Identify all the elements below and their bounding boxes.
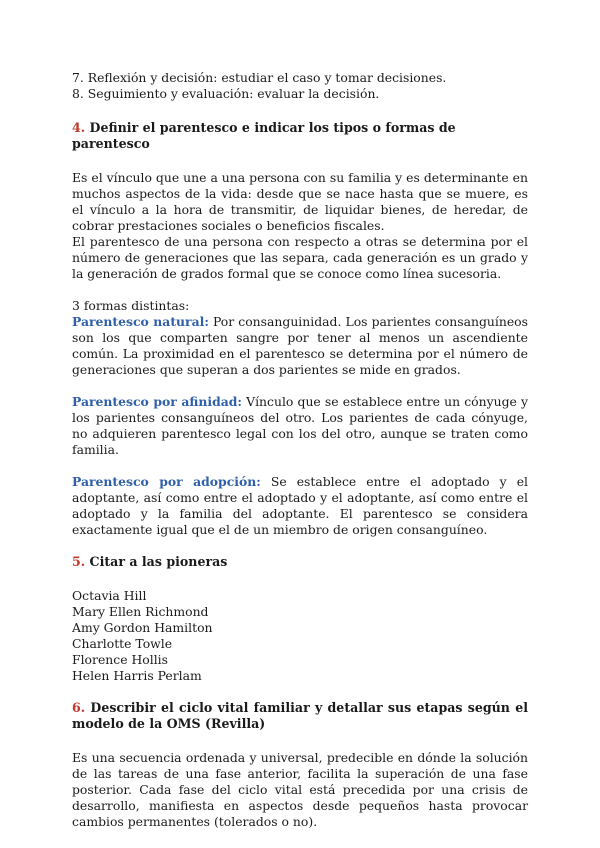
section-4-paragraph-1: Es el vínculo que une a una persona con su familia y es determinante en muchos aspectos de la vida: desde que se nace hasta que se muere, es el vínculo a la hora de transmitir, de liquidar bienes, de heredar, de cobrar prestaciones sociales o beneficios fiscales. [72, 170, 528, 233]
section-5-number: 5. [72, 554, 86, 569]
parentesco-adopcion-term: Parentesco por adopción: [72, 474, 261, 489]
parentesco-natural-term: Parentesco natural: [72, 314, 209, 329]
pioneers-list [72, 588, 528, 684]
section-4-title: Definir el parentesco e indicar los tipos o formas de parentesco [72, 120, 456, 151]
list-item-8: 8. Seguimiento y evaluación: evaluar la decisión. [72, 86, 380, 101]
parentesco-natural-paragraph [72, 314, 528, 378]
forms-intro: 3 formas distintas: [72, 298, 190, 313]
section-4-number: 4. [72, 120, 86, 135]
section-6-number: 6. [72, 700, 86, 715]
parentesco-natural-text: Por consanguinidad. Los parientes consanguíneos son los que comparten sangre por tener al menos un ascendiente común. La proximidad en el parentesco se determina por el número de generaciones que superan a dos parientes se mide en grados. [72, 314, 528, 377]
section-4-paragraph-2: El parentesco de una persona con respecto a otras se determina por el número de generaciones que las separa, cada generación es un grado y la generación de grados formal que se conoce como línea sucesoria. [72, 234, 528, 281]
list-item-7: 7. Reflexión y decisión: estudiar el caso y tomar decisiones. [72, 70, 447, 85]
section-5-title: Citar a las pioneras [89, 554, 228, 569]
section-5-heading [72, 554, 528, 570]
section-4-heading [72, 120, 528, 152]
document-page [72, 70, 528, 830]
list-item: Charlotte Towle [72, 636, 173, 651]
parentesco-afinidad-term: Parentesco por afinidad: [72, 394, 242, 409]
parentesco-adopcion-paragraph [72, 474, 528, 538]
list-item: Helen Harris Perlam [72, 668, 202, 683]
parentesco-afinidad-paragraph [72, 394, 528, 458]
parentesco-afinidad-text: Vínculo que se establece entre un cónyuge y los parientes consanguíneos del otro. Los parientes de cada cónyuge, no adquieren parentesco legal con los del otro, aunque se traten como familia. [72, 394, 528, 457]
parentesco-adopcion-text: Se establece entre el adoptado y el adoptante, así como entre el adoptado y el adoptante, así como entre el adoptado y la familia del adoptante. El parentesco se considera exactamente igual que el de un miembro de origen consanguíneo. [72, 474, 528, 537]
section-6-title: Describir el ciclo vital familiar y detallar sus etapas según el modelo de la OMS (Revilla) [72, 700, 529, 731]
list-item: Octavia Hill [72, 588, 147, 603]
list-item: Amy Gordon Hamilton [72, 620, 213, 635]
section-6-paragraph-1: Es una secuencia ordenada y universal, predecible en dónde la solución de las tareas de una fase anterior, facilita la superación de una fase posterior. Cada fase del ciclo vital está precedida por una crisis de desarrollo, manifiesta en aspectos desde pequeños hasta provocar cambios permanentes (tolerados o no). [72, 750, 528, 829]
list-item: Florence Hollis [72, 652, 168, 667]
list-item: Mary Ellen Richmond [72, 604, 209, 619]
section-6-heading [72, 700, 528, 732]
